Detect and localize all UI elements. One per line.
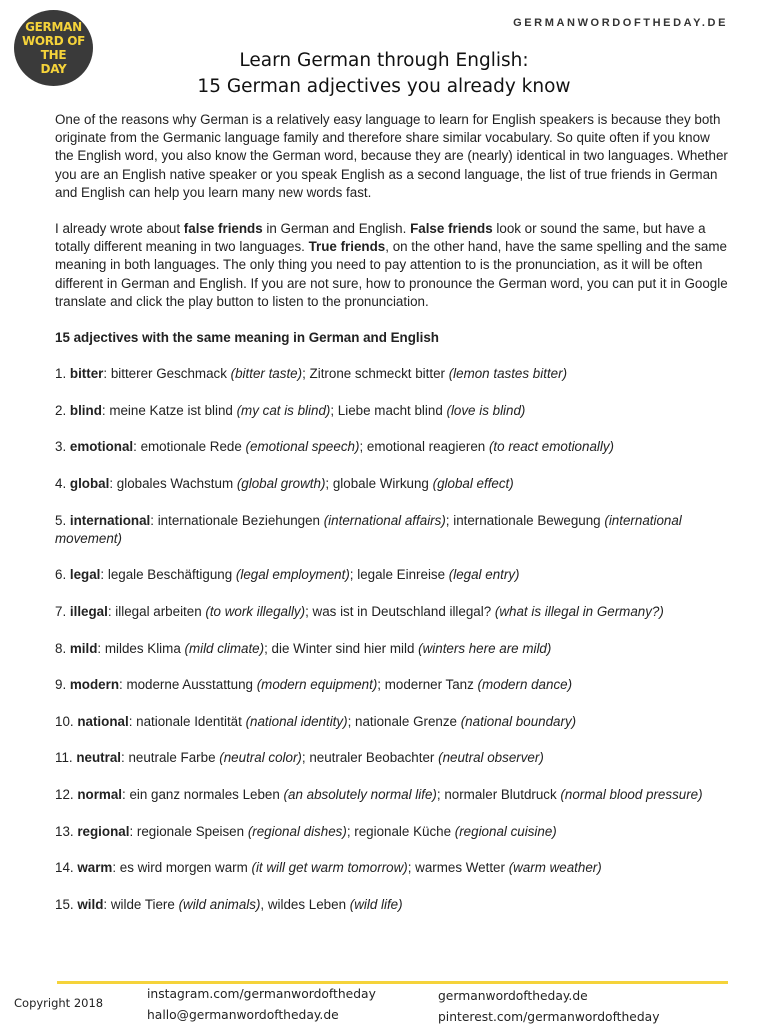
email-link[interactable]: hallo@germanwordoftheday.de [147,1008,339,1022]
adjective-item-6 [55,566,729,584]
item-translation-1: (regional dishes) [247,823,347,839]
item-number: 1. [55,366,70,382]
pinterest-link[interactable]: pinterest.com/germanwordoftheday [438,1010,660,1024]
item-example-2: ; warmes Wetter [407,860,509,876]
adjective-item-1 [55,365,729,383]
item-example-1: : regionale Speisen [129,823,248,839]
para2-bold-true-friends: True friends [308,239,386,255]
item-number: 3. [55,439,70,455]
adjective-list [55,365,729,914]
item-word: wild [77,896,104,912]
para2-bold-false-friends: false friends [183,221,263,237]
item-example-2: ; Liebe macht blind [330,402,447,418]
item-translation-1: (wild animals) [178,896,261,912]
item-translation-1: (global growth) [236,476,326,492]
item-translation-1: (national identity) [245,713,348,729]
para2-bold-false-friends-2: False friends [410,221,493,237]
item-example-1: : nationale Identität [128,713,246,729]
logo-line-3: DAY [40,62,67,76]
item-translation-2: (lemon tastes bitter) [448,366,568,382]
footer-web-column [438,986,659,1028]
item-number: 12. [55,786,78,802]
item-translation-1: (international affairs) [323,512,446,528]
item-example-1: : bitterer Geschmack [103,366,231,382]
item-example-1: : internationale Beziehungen [150,512,324,528]
item-example-2: ; legale Einreise [349,567,449,583]
item-number: 15. [55,896,78,912]
item-example-2: ; normaler Blutdruck [436,786,561,802]
item-number: 13. [55,823,78,839]
item-example-2: ; was ist in Deutschland illegal? [305,604,495,619]
item-word: national [77,713,129,729]
item-translation-2: (national boundary) [460,713,577,729]
item-word: emotional [69,439,134,455]
item-number: 10. [55,713,78,729]
item-word: illegal [69,604,108,619]
adjective-item-9 [55,676,729,694]
title-line-2: 15 German adjectives you already know [197,76,571,97]
item-number: 5. [55,512,70,528]
item-example-2: ; Zitrone schmeckt bitter [302,366,449,382]
item-example-2: ; emotional reagieren [359,439,489,455]
logo-line-1: GERMAN [25,20,82,34]
list-heading: 15 adjectives with the same meaning in German and English [55,330,439,346]
item-example-1: : meine Katze ist blind [101,402,237,418]
item-example-1: : illegal arbeiten [107,604,206,619]
title-line-1: Learn German through English: [239,50,529,71]
item-number: 11. [55,750,77,766]
item-translation-2: (what is illegal in Germany?) [494,604,664,619]
instagram-link[interactable]: instagram.com/germanwordoftheday [147,987,376,1001]
item-translation-2: (to react emotionally) [488,439,614,455]
header-site-url: GERMANWORDOFTHEDAY.DE [513,17,728,29]
item-translation-2: (regional cuisine) [454,823,557,839]
false-friends-paragraph [55,220,729,311]
item-word: regional [77,823,130,839]
item-translation-2: (warm weather) [508,860,602,876]
adjective-item-5 [55,512,729,548]
item-translation-2: (neutral observer) [438,750,544,766]
item-example-1: : ein ganz normales Leben [122,786,284,802]
item-translation-2: (winters here are mild) [418,640,552,656]
item-translation-2: (legal entry) [448,567,520,583]
adjective-item-8 [55,640,729,658]
logo-line-2: WORD OF THE [21,34,86,62]
adjective-item-15 [55,896,729,914]
item-example-2: ; moderner Tanz [377,677,478,693]
item-example-2: ; die Winter sind hier mild [264,640,419,656]
item-translation-1: (mild climate) [184,640,265,656]
item-word: bitter [69,366,104,382]
adjective-item-10 [55,713,729,731]
item-translation-1: (it will get warm tomorrow) [251,860,408,876]
item-translation-2: (love is blind) [446,402,526,418]
item-word: normal [77,786,122,802]
item-word: warm [77,860,113,876]
item-example-1: : globales Wachstum [109,476,237,492]
adjective-item-3 [55,438,729,456]
item-example-2: ; globale Wirkung [325,476,433,492]
item-example-2: ; nationale Grenze [347,713,461,729]
article-body [55,111,729,932]
item-example-1: : neutrale Farbe [121,750,220,766]
item-example-1: : es wird morgen warm [112,860,252,876]
item-example-2: , wildes Leben [260,896,350,912]
item-example-2: ; neutraler Beobachter [301,750,439,766]
page-title [0,48,768,100]
item-translation-1: (bitter taste) [230,366,303,382]
item-translation-1: (neutral color) [219,750,302,766]
item-translation-1: (legal employment) [235,567,350,583]
adjective-item-12 [55,786,729,804]
item-translation-2: (wild life) [349,896,403,912]
adjective-item-2 [55,402,729,420]
item-number: 2. [55,402,70,418]
adjective-item-7 [55,603,729,621]
item-word: mild [69,640,98,656]
item-example-1: : emotionale Rede [133,439,246,455]
adjective-item-4 [55,475,729,493]
item-number: 4. [55,476,70,492]
item-word: international [69,512,151,528]
footer-contact-column [147,984,376,1026]
para2-text-4: , on the other hand, have the same spelling and the same meaning in both languages. The only thing you need to pay attention to is the pronunciation, as it will be often different in German and English. If you are not sure, how to pronounce the German word, you can put it in Google translate and click the play button to listen to the pronunciation. [55,239,728,309]
para2-text-3: look or sound the same, but have a totally different meaning in two languages. [55,221,706,255]
para2-text-2: in German and English. [262,221,411,237]
item-word: blind [69,402,102,418]
item-example-1: : mildes Klima [97,640,185,656]
item-number: 6. [55,567,70,583]
adjective-item-13 [55,823,729,841]
item-word: legal [69,567,101,583]
item-translation-2: (normal blood pressure) [560,786,703,802]
item-number: 14. [55,860,78,876]
item-example-2: ; regionale Küche [346,823,455,839]
item-number: 7. [55,604,70,619]
website-link[interactable]: germanwordoftheday.de [438,989,588,1003]
item-translation-1: (my cat is blind) [236,402,331,418]
item-translation-2: (international movement) [55,512,682,546]
item-translation-1: (to work illegally) [205,604,306,619]
item-example-1: : moderne Ausstattung [119,677,257,693]
intro-paragraph: One of the reasons why German is a relatively easy language to learn for English speakers is because they both originate from the Germanic language family and therefore share similar vocabulary. So quite often if you know the English word, you also know the German word, because they are (nearly) identical in two languages. Whether you are an English native speaker or you speak English as a second language, the list of true friends in German and English can help you learn many new words fast. [55,112,728,200]
item-translation-1: (modern equipment) [256,677,378,693]
copyright-text: Copyright 2018 [14,996,104,1010]
item-number: 8. [55,640,70,656]
item-example-2: ; internationale Bewegung [445,512,605,528]
item-translation-2: (modern dance) [477,677,573,693]
item-word: neutral [76,750,121,766]
item-translation-1: (emotional speech) [245,439,360,455]
item-word: global [69,476,110,492]
adjective-item-11 [55,749,729,767]
item-word: modern [69,677,119,693]
item-number: 9. [55,677,70,693]
para2-text-1: I already wrote about [55,221,184,237]
item-example-1: : legale Beschäftigung [100,567,236,583]
item-example-1: : wilde Tiere [103,896,179,912]
adjective-item-14 [55,859,729,877]
item-translation-1: (an absolutely normal life) [283,786,437,802]
item-translation-2: (global effect) [432,476,514,492]
